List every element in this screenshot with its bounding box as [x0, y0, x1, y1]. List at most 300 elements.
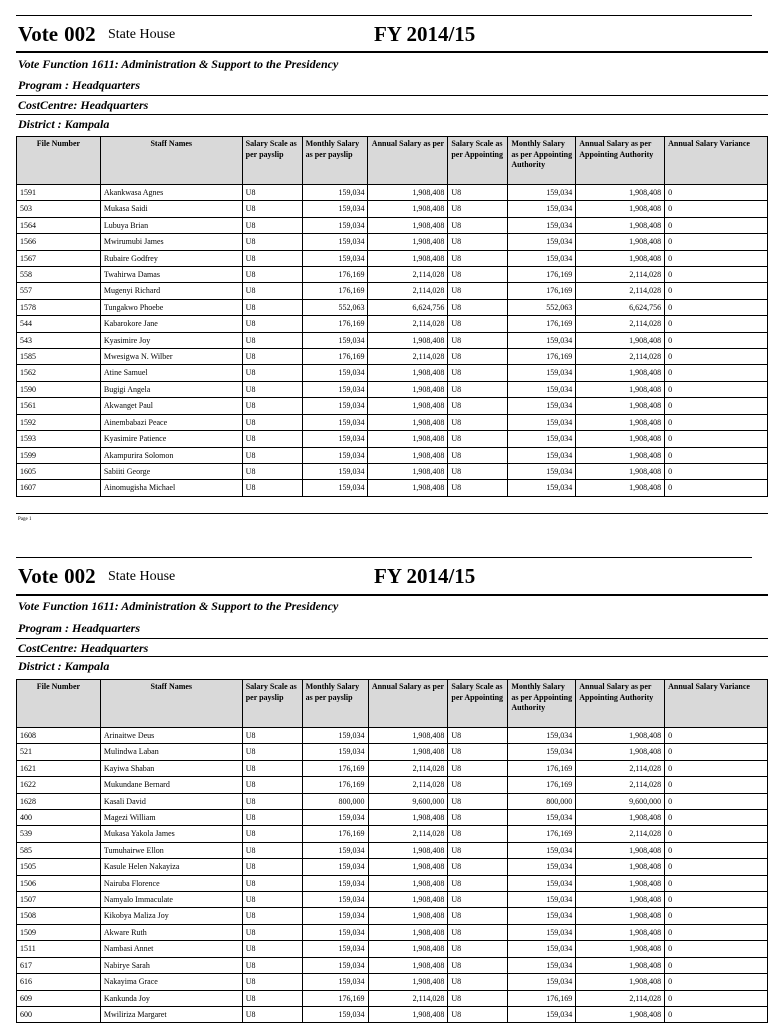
- table-cell: 159,034: [508, 201, 576, 217]
- table-cell: 0: [665, 185, 768, 201]
- table-cell: 0: [665, 398, 768, 414]
- page-number: Page 1: [18, 517, 32, 522]
- table-cell: 159,034: [508, 859, 576, 875]
- table-cell: Atine Samuel: [100, 365, 242, 381]
- table-cell: 1,908,408: [576, 332, 665, 348]
- column-header: Salary Scale as per payslip: [242, 680, 302, 728]
- table-cell: 1,908,408: [576, 974, 665, 990]
- table-cell: 1562: [17, 365, 101, 381]
- table-cell: 159,034: [302, 908, 368, 924]
- table-cell: U8: [242, 924, 302, 940]
- header-rule: [16, 594, 768, 596]
- table-cell: 1511: [17, 941, 101, 957]
- table-cell: 1,908,408: [368, 185, 448, 201]
- table-cell: U8: [242, 299, 302, 315]
- column-header: Annual Salary as per: [368, 680, 448, 728]
- table-row: [17, 431, 768, 447]
- table-row: [17, 908, 768, 924]
- table-cell: 521: [17, 744, 101, 760]
- table-row: [17, 463, 768, 479]
- table-cell: 159,034: [302, 941, 368, 957]
- table-cell: 0: [665, 974, 768, 990]
- table-cell: 159,034: [302, 234, 368, 250]
- table-cell: 176,169: [302, 349, 368, 365]
- table-row: [17, 760, 768, 776]
- salary-table: [16, 679, 768, 1023]
- table-cell: 2,114,028: [576, 283, 665, 299]
- table-row: [17, 234, 768, 250]
- table-cell: U8: [448, 990, 508, 1006]
- table-cell: 1,908,408: [368, 810, 448, 826]
- table-cell: 1605: [17, 463, 101, 479]
- table-cell: Kayiwa Shaban: [100, 760, 242, 776]
- table-cell: 159,034: [302, 463, 368, 479]
- table-row: [17, 826, 768, 842]
- table-cell: U8: [448, 349, 508, 365]
- table-header-row: [17, 680, 768, 728]
- table-cell: 0: [665, 365, 768, 381]
- table-cell: 159,034: [508, 892, 576, 908]
- table-cell: 2,114,028: [576, 777, 665, 793]
- table-cell: 159,034: [302, 250, 368, 266]
- table-cell: 1622: [17, 777, 101, 793]
- table-cell: 0: [665, 414, 768, 430]
- table-cell: 1,908,408: [576, 250, 665, 266]
- table-cell: U8: [242, 267, 302, 283]
- table-cell: Nakayima Grace: [100, 974, 242, 990]
- table-row: [17, 447, 768, 463]
- table-cell: 800,000: [508, 793, 576, 809]
- table-cell: 159,034: [508, 908, 576, 924]
- table-cell: 0: [665, 234, 768, 250]
- table-cell: 2,114,028: [576, 349, 665, 365]
- table-cell: U8: [242, 892, 302, 908]
- table-cell: 176,169: [508, 349, 576, 365]
- table-cell: 1,908,408: [368, 957, 448, 973]
- table-cell: Akampurira Solomon: [100, 447, 242, 463]
- table-cell: U8: [448, 414, 508, 430]
- table-row: [17, 217, 768, 233]
- table-cell: 1621: [17, 760, 101, 776]
- table-row: [17, 777, 768, 793]
- table-cell: 2,114,028: [368, 777, 448, 793]
- table-cell: U8: [242, 728, 302, 744]
- table-cell: 1,908,408: [368, 842, 448, 858]
- table-cell: 1,908,408: [576, 941, 665, 957]
- fiscal-year: FY 2014/15: [374, 22, 476, 46]
- table-cell: 1,908,408: [368, 381, 448, 397]
- table-row: [17, 744, 768, 760]
- table-cell: 1585: [17, 349, 101, 365]
- table-header-row: [17, 137, 768, 185]
- table-cell: 1,908,408: [368, 744, 448, 760]
- table-cell: 2,114,028: [368, 283, 448, 299]
- table-cell: 159,034: [302, 924, 368, 940]
- table-row: [17, 810, 768, 826]
- table-cell: 1,908,408: [576, 859, 665, 875]
- top-rule: [16, 557, 752, 558]
- table-cell: U8: [448, 777, 508, 793]
- table-cell: 0: [665, 728, 768, 744]
- cost-centre: CostCentre: Headquarters: [18, 98, 149, 112]
- table-cell: 1506: [17, 875, 101, 891]
- table-cell: U8: [242, 414, 302, 430]
- table-cell: U8: [242, 777, 302, 793]
- table-cell: U8: [448, 875, 508, 891]
- table-row: [17, 728, 768, 744]
- table-cell: 159,034: [302, 480, 368, 496]
- table-cell: U8: [242, 431, 302, 447]
- table-row: [17, 381, 768, 397]
- table-row: [17, 793, 768, 809]
- table-cell: Mulindwa Laban: [100, 744, 242, 760]
- table-cell: 9,600,000: [368, 793, 448, 809]
- table-cell: 1,908,408: [576, 381, 665, 397]
- table-row: [17, 414, 768, 430]
- table-cell: 552,063: [302, 299, 368, 315]
- table-cell: 176,169: [508, 760, 576, 776]
- table-cell: 600: [17, 1006, 101, 1022]
- table-cell: U8: [448, 381, 508, 397]
- table-cell: 159,034: [302, 744, 368, 760]
- table-cell: 159,034: [302, 201, 368, 217]
- table-cell: 0: [665, 842, 768, 858]
- table-cell: 159,034: [508, 924, 576, 940]
- table-cell: U8: [242, 316, 302, 332]
- table-cell: 1,908,408: [368, 431, 448, 447]
- table-cell: 159,034: [302, 381, 368, 397]
- table-cell: 159,034: [302, 185, 368, 201]
- table-cell: U8: [448, 859, 508, 875]
- table-cell: 159,034: [302, 974, 368, 990]
- table-cell: 0: [665, 941, 768, 957]
- table-cell: U8: [448, 234, 508, 250]
- meta-rule: [16, 638, 768, 639]
- table-cell: Mugenyi Richard: [100, 283, 242, 299]
- table-cell: 2,114,028: [368, 990, 448, 1006]
- table-cell: 0: [665, 1006, 768, 1022]
- table-cell: 1,908,408: [576, 414, 665, 430]
- table-cell: 503: [17, 201, 101, 217]
- table-cell: Magezi William: [100, 810, 242, 826]
- table-cell: Akware Ruth: [100, 924, 242, 940]
- table-cell: 400: [17, 810, 101, 826]
- table-cell: 557: [17, 283, 101, 299]
- table-cell: 2,114,028: [576, 267, 665, 283]
- table-cell: 0: [665, 217, 768, 233]
- table-cell: Mwesigwa N. Wilber: [100, 349, 242, 365]
- table-row: [17, 316, 768, 332]
- table-cell: U8: [242, 463, 302, 479]
- table-cell: Bugigi Angela: [100, 381, 242, 397]
- table-cell: 159,034: [302, 957, 368, 973]
- table-cell: 159,034: [508, 875, 576, 891]
- district: District : Kampala: [18, 659, 110, 673]
- table-cell: Arinaitwe Deus: [100, 728, 242, 744]
- table-cell: 1,908,408: [576, 431, 665, 447]
- table-cell: 2,114,028: [368, 760, 448, 776]
- table-cell: 159,034: [508, 463, 576, 479]
- table-cell: 159,034: [302, 431, 368, 447]
- table-cell: U8: [448, 974, 508, 990]
- header-rule: [16, 51, 768, 53]
- table-cell: 1564: [17, 217, 101, 233]
- program: Program : Headquarters: [18, 78, 141, 92]
- table-cell: 159,034: [302, 810, 368, 826]
- table-cell: 159,034: [508, 1006, 576, 1022]
- table-cell: 159,034: [302, 842, 368, 858]
- table-cell: 1,908,408: [576, 234, 665, 250]
- table-cell: 1509: [17, 924, 101, 940]
- table-cell: U8: [448, 332, 508, 348]
- column-header: Annual Salary Variance: [665, 137, 768, 185]
- table-cell: 0: [665, 447, 768, 463]
- table-cell: U8: [448, 793, 508, 809]
- table-cell: 0: [665, 463, 768, 479]
- table-cell: U8: [448, 299, 508, 315]
- table-cell: 176,169: [302, 283, 368, 299]
- table-cell: 1,908,408: [576, 842, 665, 858]
- table-cell: 0: [665, 826, 768, 842]
- table-cell: 616: [17, 974, 101, 990]
- table-cell: U8: [448, 365, 508, 381]
- table-row: [17, 332, 768, 348]
- table-cell: 1599: [17, 447, 101, 463]
- table-cell: 2,114,028: [368, 826, 448, 842]
- table-cell: 1591: [17, 185, 101, 201]
- vote-number: 002: [64, 564, 96, 588]
- table-cell: 1567: [17, 250, 101, 266]
- table-cell: 159,034: [302, 447, 368, 463]
- table-cell: 1592: [17, 414, 101, 430]
- table-cell: 159,034: [508, 431, 576, 447]
- table-cell: 176,169: [508, 283, 576, 299]
- table-cell: 1,908,408: [368, 875, 448, 891]
- column-header: Annual Salary Variance: [665, 680, 768, 728]
- table-cell: U8: [448, 760, 508, 776]
- table-cell: U8: [242, 234, 302, 250]
- table-cell: U8: [242, 349, 302, 365]
- table-cell: 0: [665, 777, 768, 793]
- table-cell: 1608: [17, 728, 101, 744]
- table-cell: 1,908,408: [576, 728, 665, 744]
- table-cell: 159,034: [508, 480, 576, 496]
- table-row: [17, 365, 768, 381]
- column-header: Annual Salary as per Appointing Authority: [576, 680, 665, 728]
- table-cell: U8: [448, 826, 508, 842]
- table-cell: 1507: [17, 892, 101, 908]
- table-cell: Kankunda Joy: [100, 990, 242, 1006]
- table-row: [17, 842, 768, 858]
- table-cell: 176,169: [302, 316, 368, 332]
- table-cell: 1,908,408: [368, 908, 448, 924]
- table-row: [17, 1006, 768, 1022]
- table-cell: Ainembabazi Peace: [100, 414, 242, 430]
- table-cell: U8: [448, 941, 508, 957]
- table-cell: 176,169: [508, 267, 576, 283]
- table-cell: 609: [17, 990, 101, 1006]
- table-cell: 159,034: [302, 365, 368, 381]
- table-cell: U8: [448, 316, 508, 332]
- table-cell: 1,908,408: [368, 365, 448, 381]
- table-cell: 1,908,408: [576, 398, 665, 414]
- table-cell: 176,169: [302, 760, 368, 776]
- table-cell: 617: [17, 957, 101, 973]
- table-cell: 159,034: [508, 365, 576, 381]
- table-cell: U8: [448, 728, 508, 744]
- table-row: [17, 892, 768, 908]
- table-cell: Twahirwa Damas: [100, 267, 242, 283]
- table-cell: 800,000: [302, 793, 368, 809]
- table-cell: Mwirumubi James: [100, 234, 242, 250]
- table-cell: Akankwasa Agnes: [100, 185, 242, 201]
- table-cell: U8: [448, 480, 508, 496]
- table-cell: Kasali David: [100, 793, 242, 809]
- table-cell: U8: [242, 250, 302, 266]
- table-cell: 159,034: [508, 250, 576, 266]
- table-cell: 1566: [17, 234, 101, 250]
- table-cell: 159,034: [508, 398, 576, 414]
- table-row: [17, 201, 768, 217]
- district: District : Kampala: [18, 117, 110, 131]
- table-cell: 159,034: [508, 941, 576, 957]
- table-row: [17, 349, 768, 365]
- table-cell: U8: [448, 398, 508, 414]
- table-row: [17, 250, 768, 266]
- table-cell: Mukundane Bernard: [100, 777, 242, 793]
- table-cell: Nambasi Annet: [100, 941, 242, 957]
- table-cell: U8: [242, 875, 302, 891]
- table-cell: U8: [448, 217, 508, 233]
- table-cell: 176,169: [508, 990, 576, 1006]
- table-cell: 1,908,408: [576, 365, 665, 381]
- table-cell: Kyasimire Patience: [100, 431, 242, 447]
- table-cell: 1,908,408: [576, 924, 665, 940]
- table-cell: 1,908,408: [576, 463, 665, 479]
- table-cell: 1593: [17, 431, 101, 447]
- table-cell: U8: [448, 1006, 508, 1022]
- table-cell: 1,908,408: [368, 859, 448, 875]
- table-cell: U8: [448, 201, 508, 217]
- title-row: [18, 564, 752, 590]
- column-header: Monthly Salary as per Appointing Authority: [508, 680, 576, 728]
- table-cell: 6,624,756: [368, 299, 448, 315]
- table-cell: 159,034: [508, 842, 576, 858]
- table-cell: 176,169: [302, 826, 368, 842]
- table-cell: 159,034: [302, 859, 368, 875]
- table-cell: 2,114,028: [576, 316, 665, 332]
- table-cell: 1,908,408: [576, 201, 665, 217]
- table-cell: U8: [242, 859, 302, 875]
- table-cell: 159,034: [508, 414, 576, 430]
- table-cell: Lubuya Brian: [100, 217, 242, 233]
- table-cell: 1,908,408: [368, 398, 448, 414]
- table-row: [17, 941, 768, 957]
- table-cell: 558: [17, 267, 101, 283]
- table-cell: 2,114,028: [368, 349, 448, 365]
- vote-label: Vote: [18, 564, 59, 588]
- table-cell: U8: [242, 842, 302, 858]
- column-header: Monthly Salary as per Appointing Authority: [508, 137, 576, 185]
- table-cell: 1,908,408: [576, 892, 665, 908]
- meta-rule: [16, 656, 768, 657]
- table-cell: 1,908,408: [576, 480, 665, 496]
- table-cell: 539: [17, 826, 101, 842]
- table-cell: Kabarokore Jane: [100, 316, 242, 332]
- table-cell: 1,908,408: [368, 1006, 448, 1022]
- table-row: [17, 185, 768, 201]
- table-cell: 1,908,408: [368, 250, 448, 266]
- table-body: [17, 185, 768, 497]
- table-cell: 1,908,408: [576, 957, 665, 973]
- table-cell: 159,034: [508, 728, 576, 744]
- table-cell: U8: [242, 941, 302, 957]
- table-cell: U8: [242, 908, 302, 924]
- table-cell: U8: [242, 760, 302, 776]
- table-cell: 1,908,408: [368, 234, 448, 250]
- column-header: Salary Scale as per payslip: [242, 137, 302, 185]
- table-cell: 159,034: [508, 974, 576, 990]
- table-cell: 0: [665, 332, 768, 348]
- table-cell: 6,624,756: [576, 299, 665, 315]
- table-cell: 1,908,408: [576, 744, 665, 760]
- table-cell: U8: [242, 744, 302, 760]
- table-row: [17, 990, 768, 1006]
- table-cell: 159,034: [302, 1006, 368, 1022]
- table-end-rule: [16, 513, 768, 514]
- table-cell: 159,034: [508, 381, 576, 397]
- table-cell: 2,114,028: [368, 267, 448, 283]
- table-cell: Kasule Helen Nakayiza: [100, 859, 242, 875]
- table-cell: 0: [665, 201, 768, 217]
- table-cell: 0: [665, 299, 768, 315]
- table-cell: 0: [665, 957, 768, 973]
- vote-heading: [18, 22, 96, 47]
- table-cell: 1578: [17, 299, 101, 315]
- column-header: Monthly Salary as per payslip: [302, 137, 368, 185]
- table-cell: U8: [448, 431, 508, 447]
- vote-function: Vote Function 1611: Administration & Support to the Presidency: [18, 57, 339, 71]
- table-cell: 159,034: [508, 957, 576, 973]
- table-cell: U8: [448, 250, 508, 266]
- table-cell: 176,169: [508, 826, 576, 842]
- table-cell: Sabiiti George: [100, 463, 242, 479]
- column-header: File Number: [17, 680, 101, 728]
- table-cell: 2,114,028: [576, 990, 665, 1006]
- table-cell: 0: [665, 892, 768, 908]
- table-cell: U8: [242, 398, 302, 414]
- table-cell: U8: [448, 810, 508, 826]
- table-cell: 0: [665, 908, 768, 924]
- table-cell: 1,908,408: [576, 875, 665, 891]
- table-cell: 0: [665, 924, 768, 940]
- table-cell: Rubaire Godfrey: [100, 250, 242, 266]
- program: Program : Headquarters: [18, 621, 141, 635]
- table-cell: 0: [665, 990, 768, 1006]
- table-cell: 1,908,408: [576, 447, 665, 463]
- table-cell: 176,169: [302, 267, 368, 283]
- table-cell: 159,034: [508, 185, 576, 201]
- table-cell: 159,034: [508, 810, 576, 826]
- table-cell: 159,034: [302, 398, 368, 414]
- table-cell: 159,034: [302, 217, 368, 233]
- table-cell: 2,114,028: [576, 760, 665, 776]
- table-cell: 1,908,408: [368, 728, 448, 744]
- table-cell: U8: [242, 201, 302, 217]
- table-cell: 1,908,408: [368, 974, 448, 990]
- table-cell: 0: [665, 431, 768, 447]
- table-cell: 1561: [17, 398, 101, 414]
